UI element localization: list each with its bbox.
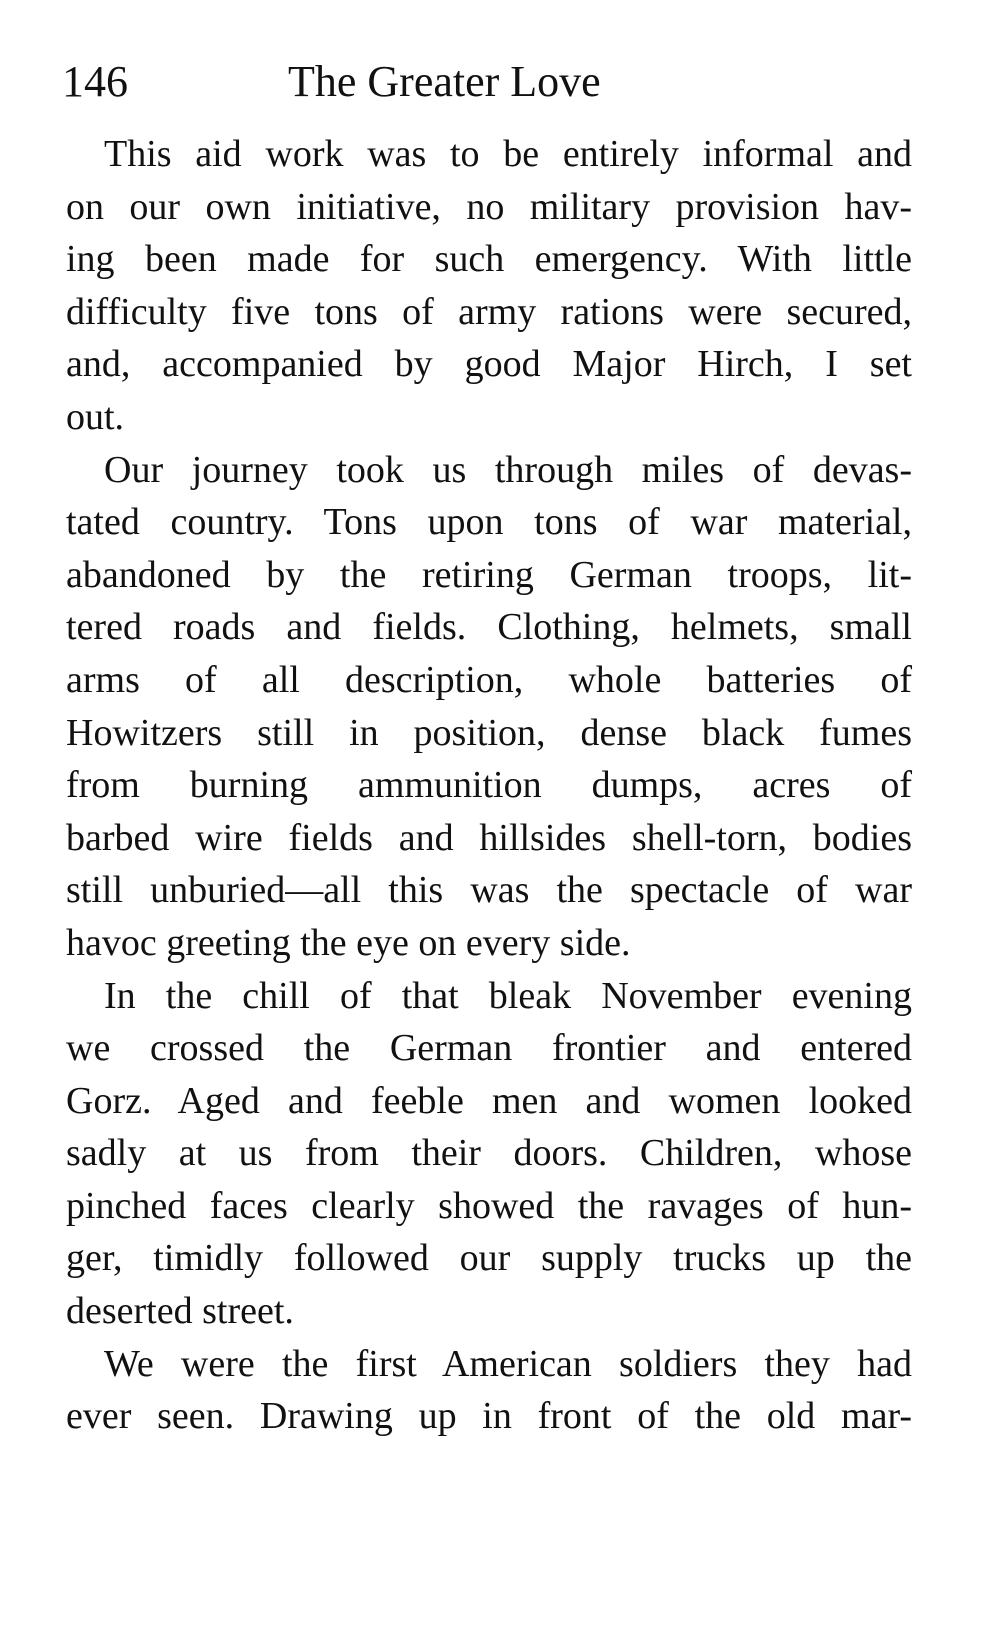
text-line: In the chill of that bleak November evening xyxy=(104,974,912,1017)
paragraph-2 xyxy=(66,444,912,970)
text-line: barbed wire fields and hillsides shell-torn, bodies xyxy=(66,816,912,859)
page-number: 146 xyxy=(62,57,128,106)
text-line: abandoned by the retiring German troops, lit- xyxy=(66,553,912,596)
text-line: from burning ammunition dumps, acres of xyxy=(66,764,912,807)
text-line: ger, timidly followed our supply trucks up the xyxy=(66,1237,912,1280)
text-line: We were the first American soldiers they had xyxy=(104,1342,912,1385)
body-text xyxy=(66,128,912,1443)
text-line: Our journey took us through miles of devas- xyxy=(104,448,912,491)
text-line: arms of all description, whole batteries of xyxy=(66,658,912,701)
paragraph-3 xyxy=(66,970,912,1338)
text-line: out. xyxy=(66,395,125,438)
text-line: on our own initiative, no military provision hav- xyxy=(66,185,912,228)
paragraph-4 xyxy=(66,1338,912,1443)
text-line: tered roads and fields. Clothing, helmets, small xyxy=(66,606,912,649)
paragraph-1 xyxy=(66,128,912,444)
running-title: The Greater Love xyxy=(288,57,601,106)
text-line: and, accompanied by good Major Hirch, I set xyxy=(66,343,912,386)
text-line: pinched faces clearly showed the ravages of hun- xyxy=(66,1184,912,1227)
text-line: still unburied—all this was the spectacle of war xyxy=(66,869,912,912)
text-line: ever seen. Drawing up in front of the old mar- xyxy=(66,1395,912,1438)
text-line: Howitzers still in position, dense black fumes xyxy=(66,711,912,754)
text-line: sadly at us from their doors. Children, whose xyxy=(66,1132,912,1175)
text-line: tated country. Tons upon tons of war material, xyxy=(66,501,912,544)
text-line: This aid work was to be entirely informal and xyxy=(104,133,912,175)
text-line: ing been made for such emergency. With little xyxy=(66,238,912,281)
text-line: havoc greeting the eye on every side. xyxy=(66,921,631,964)
text-line: Gorz. Aged and feeble men and women looked xyxy=(66,1079,912,1122)
text-line: difficulty five tons of army rations were secured, xyxy=(66,290,912,333)
text-line: deserted street. xyxy=(66,1290,294,1333)
running-head xyxy=(62,52,922,112)
text-line: we crossed the German frontier and entered xyxy=(66,1027,912,1070)
